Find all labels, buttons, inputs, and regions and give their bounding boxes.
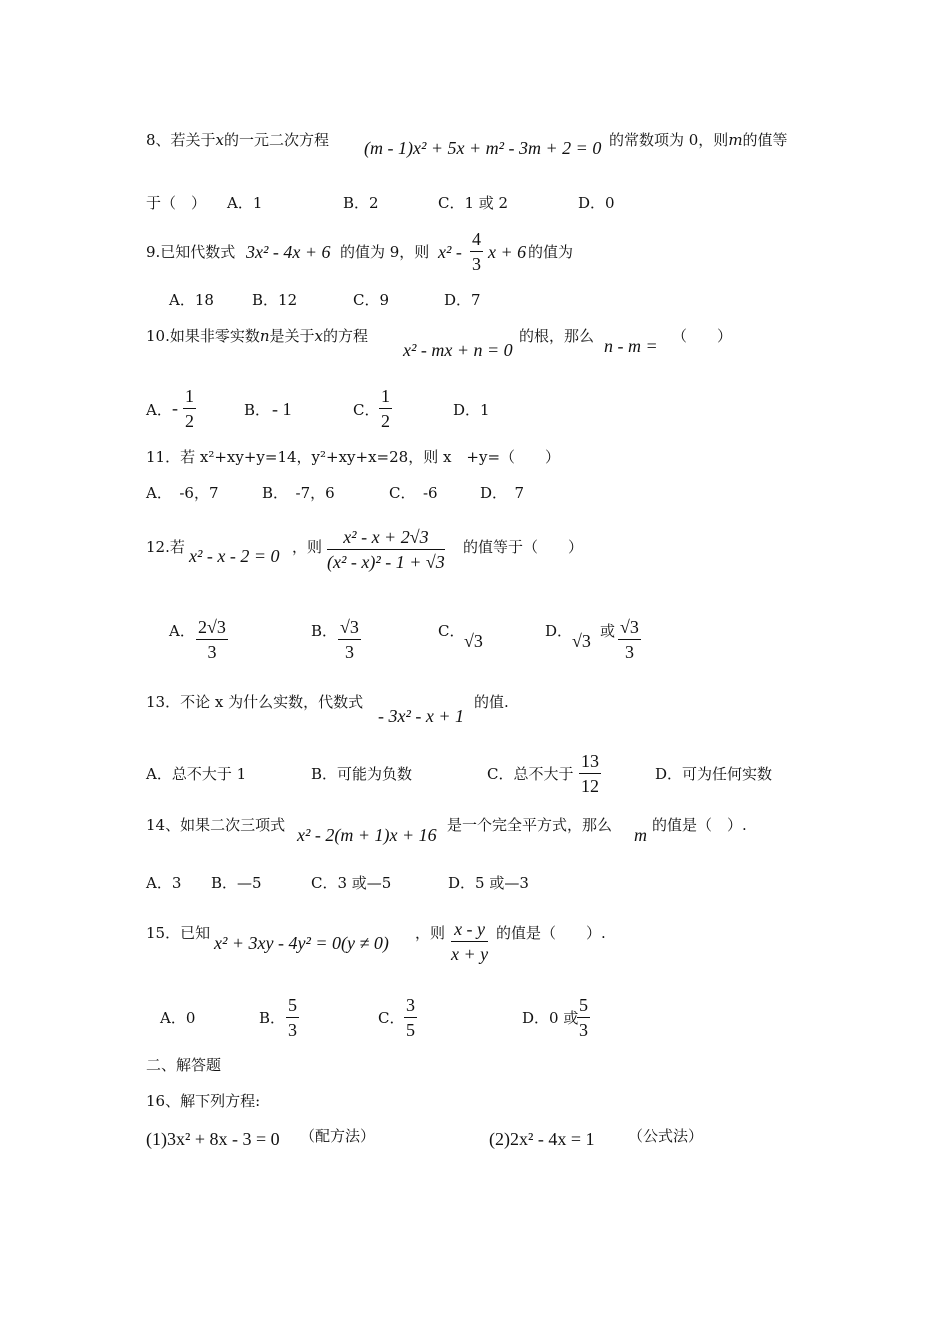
q8-text: 的一元二次方程	[224, 131, 330, 149]
q10-option-c-label: C．	[353, 401, 380, 419]
q10-text2: 的方程	[323, 327, 369, 345]
q12-option-b-fraction	[338, 618, 361, 661]
q10-option-d: D．1	[453, 401, 490, 419]
q10-var-x: x	[314, 327, 324, 345]
q10-a-num: 1	[183, 387, 196, 409]
q8-option-a: A．1	[227, 194, 263, 212]
q9-text2: 的值为	[528, 243, 574, 261]
q12-b-den: 3	[344, 642, 354, 662]
q10-line1	[146, 329, 368, 344]
q15-option-a: A．0	[160, 1009, 196, 1027]
q8-line1-tail	[609, 133, 788, 148]
q11-option-c: C． -6	[389, 484, 438, 502]
q12-option-a-fraction	[196, 618, 228, 661]
q13-option-b: B．可能为负数	[311, 765, 413, 783]
q10-equation: x² - mx + n = 0	[403, 340, 513, 360]
q12-frac-den: (x² - x)² - 1 + √3	[327, 552, 445, 572]
q10-option-b-label: B．	[244, 401, 271, 419]
q8-option-c: C．1 或 2	[438, 194, 509, 212]
q15-b-num: 5	[286, 996, 299, 1018]
q14-option-c: C．3 或—5	[311, 874, 392, 892]
q9-fraction	[470, 230, 483, 273]
q13-option-a: A．总不大于 1	[146, 765, 247, 783]
q15-option-c-label: C．	[378, 1009, 405, 1027]
q12-option-c-value: √3	[464, 631, 483, 651]
q12-option-d-label: D．	[545, 622, 573, 640]
q15-fraction	[451, 920, 488, 963]
q8-var-x: x	[215, 131, 225, 149]
q10-a-den: 2	[185, 411, 194, 431]
q14-option-d: D．5 或—3	[448, 874, 529, 892]
q12-frac-num: x² - x + 2√3	[327, 528, 445, 550]
q12-a-num: 2√3	[196, 618, 228, 640]
q9-expression: 3x² - 4x + 6	[246, 242, 331, 262]
q12-condition: x² - x - 2 = 0	[189, 546, 280, 566]
q13-c-den: 12	[581, 776, 599, 796]
q10-option-a-label: A．	[146, 401, 172, 419]
q8-text2: 的常数项为 0，则	[609, 131, 729, 149]
q15-b-den: 3	[288, 1020, 297, 1040]
q10-c-den: 2	[381, 411, 390, 431]
q13-c-num: 13	[579, 752, 601, 774]
q9-text: 的值为 9，则	[340, 243, 430, 261]
q15-c-den: 5	[406, 1020, 415, 1040]
q13-option-c-fraction	[579, 752, 601, 795]
q15-equation: x² + 3xy - 4y² = 0(y ≠ 0)	[214, 933, 389, 953]
q15-number: 15．已知	[146, 924, 211, 942]
q10-option-a-fraction	[183, 387, 196, 430]
q8-line1	[146, 133, 329, 148]
q14-text2: 的值是（ ）.	[652, 816, 747, 834]
q15-c-num: 3	[404, 996, 417, 1018]
q9-number: 9.已知代数式	[146, 243, 236, 261]
q15-option-b-label: B．	[259, 1009, 286, 1027]
q9-expr2-b: x + 6	[488, 242, 527, 262]
section-title: 二、解答题	[146, 1056, 222, 1074]
q8-var-m: m	[728, 131, 743, 149]
q16-part2: (2)2x² - 4x = 1	[489, 1129, 595, 1149]
q14-text: 是一个完全平方式，那么	[447, 816, 613, 834]
q9-option-c: C．9	[353, 291, 390, 309]
q10-text3: 的根，那么	[519, 327, 595, 345]
q10-option-a-sign: -	[172, 398, 178, 418]
q13-text2: 的值.	[474, 693, 509, 711]
q16-part2-method: （公式法）	[628, 1127, 704, 1145]
q9-frac-den: 3	[472, 254, 481, 274]
q15-text: ，则	[415, 924, 446, 942]
q12-fraction	[327, 528, 445, 571]
q12-option-b-label: B．	[311, 622, 338, 640]
q8-number: 8、若关于	[146, 131, 216, 149]
q8-text3: 的值等	[742, 131, 788, 149]
q10-c-num: 1	[379, 387, 392, 409]
q10-var-n: n	[259, 327, 270, 345]
q13-expression: - 3x² - x + 1	[378, 706, 465, 726]
q9-option-a: A．18	[169, 291, 214, 309]
q16-part1-method: （配方法）	[300, 1127, 376, 1145]
q10-bracket: （ ）	[672, 327, 733, 345]
q12-text: ，则	[292, 538, 323, 556]
q16-part1: (1)3x² + 8x - 3 = 0	[146, 1129, 280, 1149]
q12-b-num: √3	[338, 618, 361, 640]
q10-text: 是关于	[269, 327, 315, 345]
q9-expr2-a: x² -	[438, 242, 462, 262]
q12-option-d-value: √3	[572, 631, 591, 651]
q10-option-c-fraction	[379, 387, 392, 430]
q11-option-b: B． -7，6	[262, 484, 335, 502]
q8-option-b: B．2	[343, 194, 379, 212]
q12-option-d-fraction	[618, 618, 641, 661]
q12-number: 12.若	[146, 538, 185, 556]
q12-d-num: √3	[618, 618, 641, 640]
q12-a-den: 3	[207, 642, 217, 662]
q13-option-d: D．可为任何实数	[655, 765, 773, 783]
q8-equation: (m - 1)x² + 5x + m² - 3m + 2 = 0	[364, 138, 602, 158]
q13-option-c-label: C．总不大于	[487, 765, 574, 783]
q8-bracket: 于（ ）	[146, 194, 207, 212]
q15-option-b-fraction	[286, 996, 299, 1039]
q13-text: 13．不论 x 为什么实数，代数式	[146, 693, 364, 711]
q15-text2: 的值是（ ）.	[496, 924, 606, 942]
q10-number: 10.如果非零实数	[146, 327, 260, 345]
q11-option-d: D． 7	[480, 484, 525, 502]
q12-option-a-label: A．	[169, 622, 195, 640]
q11-option-a: A． -6，7	[146, 484, 219, 502]
q9-option-b: B．12	[252, 291, 298, 309]
q14-expression: x² - 2(m + 1)x + 16	[297, 825, 437, 845]
q11-text: 11．若 x²+xy+y=14，y²+xy+x=28，则 x +y=（ ）	[146, 448, 561, 466]
q15-frac-num: x - y	[451, 920, 488, 942]
q15-frac-den: x + y	[451, 944, 489, 964]
q14-option-b: B．—5	[211, 874, 262, 892]
q14-number: 14、如果二次三项式	[146, 816, 286, 834]
q12-text2: 的值等于（ ）	[463, 538, 584, 556]
q15-d-num: 5	[577, 996, 590, 1018]
q15-option-c-fraction	[404, 996, 417, 1039]
q8-option-d: D．0	[578, 194, 615, 212]
q12-d-den: 3	[624, 642, 634, 662]
q15-option-d-label: D．0 或	[522, 1009, 579, 1027]
q9-frac-num: 4	[470, 230, 483, 252]
q15-option-d-fraction	[577, 996, 590, 1039]
q12-option-c-label: C．	[438, 622, 465, 640]
q9-option-d: D．7	[444, 291, 481, 309]
q15-d-den: 3	[579, 1020, 588, 1040]
q10-expression: n - m =	[604, 336, 658, 356]
q16-title: 16、解下列方程:	[146, 1092, 261, 1110]
q10-option-b-value: - 1	[272, 399, 292, 419]
q14-var-m: m	[634, 825, 647, 845]
q12-option-d-or: 或	[600, 622, 616, 640]
q14-option-a: A．3	[146, 874, 182, 892]
